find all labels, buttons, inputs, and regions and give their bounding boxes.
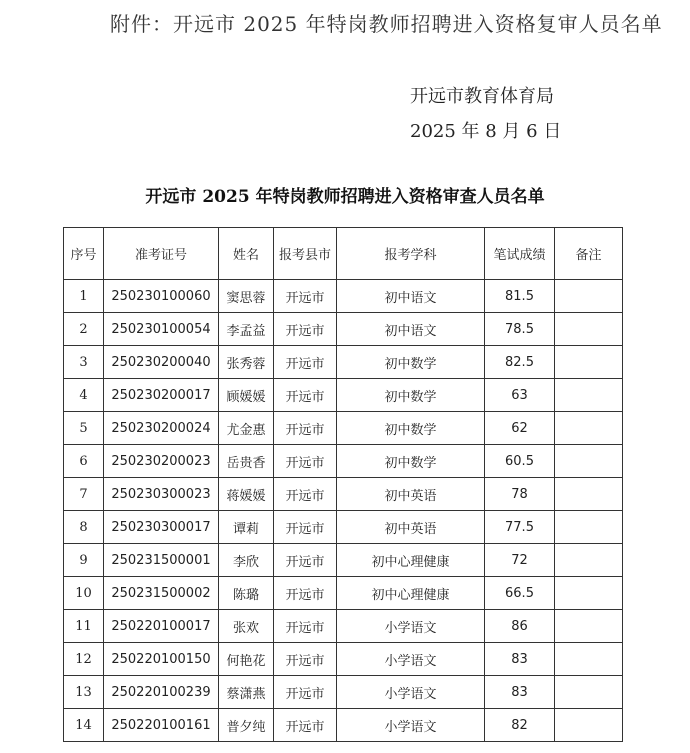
col-header-remarks: 备注 [555,228,623,280]
col-header-name: 姓名 [219,228,274,280]
cell-index: 1 [64,280,104,313]
cell-remarks [555,643,623,676]
cell-index: 11 [64,610,104,643]
cell-exam-id: 250230200040 [104,346,219,379]
cell-subject: 初中语文 [337,280,485,313]
cell-exam-id: 250230200024 [104,412,219,445]
cell-remarks [555,412,623,445]
cell-index: 10 [64,577,104,610]
cell-subject: 小学语文 [337,643,485,676]
cell-county: 开远市 [274,544,337,577]
cell-exam-id: 250231500002 [104,577,219,610]
table-row [64,676,623,709]
cell-index: 5 [64,412,104,445]
cell-score: 72 [485,544,555,577]
cell-score: 83 [485,643,555,676]
table-row [64,280,623,313]
table-row [64,643,623,676]
cell-exam-id: 250220100150 [104,643,219,676]
cell-remarks [555,544,623,577]
table-row [64,544,623,577]
cell-remarks [555,445,623,478]
cell-exam-id: 250220100239 [104,676,219,709]
cell-name: 陈璐 [219,577,274,610]
cell-exam-id: 250230200017 [104,379,219,412]
cell-score: 66.5 [485,577,555,610]
cell-county: 开远市 [274,577,337,610]
cell-name: 尤金惠 [219,412,274,445]
table-row [64,313,623,346]
cell-index: 3 [64,346,104,379]
cell-subject: 初中英语 [337,511,485,544]
cell-remarks [555,511,623,544]
table-row [64,511,623,544]
cell-name: 张欢 [219,610,274,643]
cell-subject: 小学语文 [337,709,485,742]
cell-name: 蒋媛媛 [219,478,274,511]
col-header-county: 报考县市 [274,228,337,280]
cell-name: 何艳花 [219,643,274,676]
cell-exam-id: 250230300017 [104,511,219,544]
cell-county: 开远市 [274,445,337,478]
attachment-heading: 附件：开远市 2025 年特岗教师招聘进入资格复审人员名单 [110,12,663,36]
cell-subject: 初中心理健康 [337,577,485,610]
cell-remarks [555,610,623,643]
issue-date: 2025 年 8 月 6 日 [410,121,562,142]
cell-remarks [555,577,623,610]
table-header-row [64,228,623,280]
cell-score: 82 [485,709,555,742]
table-row [64,709,623,742]
cell-remarks [555,313,623,346]
cell-county: 开远市 [274,610,337,643]
cell-score: 78.5 [485,313,555,346]
cell-score: 83 [485,676,555,709]
table-row [64,478,623,511]
cell-score: 63 [485,379,555,412]
cell-exam-id: 250230100060 [104,280,219,313]
cell-index: 6 [64,445,104,478]
table-row [64,346,623,379]
candidate-table [63,227,623,742]
cell-county: 开远市 [274,313,337,346]
cell-score: 86 [485,610,555,643]
cell-name: 蔡潇燕 [219,676,274,709]
cell-exam-id: 250230200023 [104,445,219,478]
cell-subject: 小学语文 [337,610,485,643]
col-header-subject: 报考学科 [337,228,485,280]
table-row [64,445,623,478]
cell-index: 13 [64,676,104,709]
cell-score: 81.5 [485,280,555,313]
cell-remarks [555,280,623,313]
cell-exam-id: 250231500001 [104,544,219,577]
cell-county: 开远市 [274,511,337,544]
table-title: 开远市 2025 年特岗教师招聘进入资格审查人员名单 [145,187,545,207]
cell-name: 顾媛媛 [219,379,274,412]
cell-name: 岳贵香 [219,445,274,478]
cell-name: 李欣 [219,544,274,577]
cell-county: 开远市 [274,379,337,412]
cell-score: 78 [485,478,555,511]
cell-exam-id: 250220100161 [104,709,219,742]
table-row [64,577,623,610]
cell-subject: 初中英语 [337,478,485,511]
cell-subject: 初中语文 [337,313,485,346]
cell-name: 窦思蓉 [219,280,274,313]
cell-subject: 初中数学 [337,379,485,412]
cell-remarks [555,379,623,412]
cell-remarks [555,709,623,742]
cell-county: 开远市 [274,709,337,742]
cell-remarks [555,478,623,511]
cell-index: 9 [64,544,104,577]
cell-county: 开远市 [274,346,337,379]
cell-name: 谭莉 [219,511,274,544]
cell-subject: 初中心理健康 [337,544,485,577]
cell-subject: 初中数学 [337,412,485,445]
cell-index: 14 [64,709,104,742]
table-row [64,379,623,412]
col-header-score: 笔试成绩 [485,228,555,280]
cell-exam-id: 250220100017 [104,610,219,643]
cell-name: 普夕纯 [219,709,274,742]
col-header-exam-id: 准考证号 [104,228,219,280]
cell-county: 开远市 [274,412,337,445]
cell-index: 2 [64,313,104,346]
cell-index: 12 [64,643,104,676]
table-row [64,412,623,445]
cell-subject: 初中数学 [337,346,485,379]
cell-index: 7 [64,478,104,511]
cell-subject: 小学语文 [337,676,485,709]
cell-score: 60.5 [485,445,555,478]
cell-score: 77.5 [485,511,555,544]
cell-score: 82.5 [485,346,555,379]
issuer-name: 开远市教育体育局 [410,86,554,107]
cell-remarks [555,676,623,709]
cell-county: 开远市 [274,478,337,511]
cell-name: 张秀蓉 [219,346,274,379]
table-row [64,610,623,643]
cell-index: 4 [64,379,104,412]
cell-county: 开远市 [274,676,337,709]
cell-name: 李孟益 [219,313,274,346]
cell-exam-id: 250230300023 [104,478,219,511]
cell-county: 开远市 [274,643,337,676]
col-header-index: 序号 [64,228,104,280]
cell-exam-id: 250230100054 [104,313,219,346]
table-body [64,280,623,742]
cell-county: 开远市 [274,280,337,313]
cell-index: 8 [64,511,104,544]
cell-remarks [555,346,623,379]
cell-score: 62 [485,412,555,445]
cell-subject: 初中数学 [337,445,485,478]
